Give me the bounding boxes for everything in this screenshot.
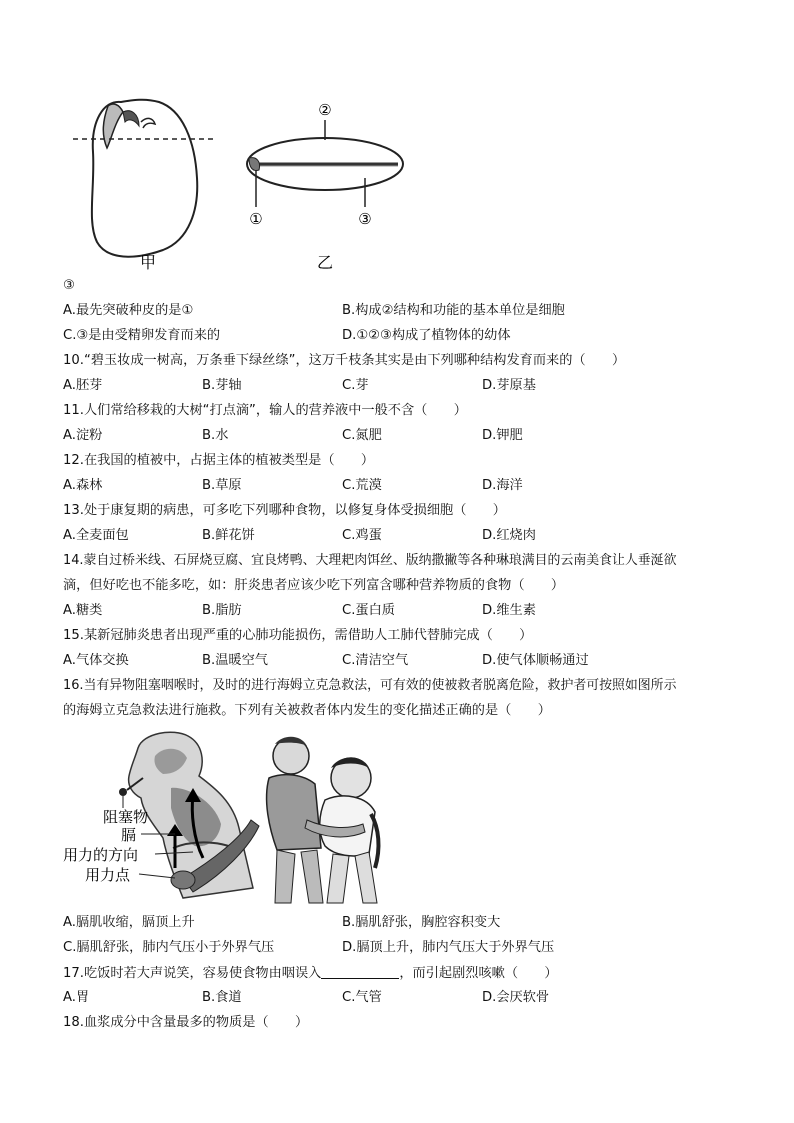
q15-stem: 15.某新冠肺炎患者出现严重的心肺功能损伤，需借助人工肺代替肺完成（ ） [63, 628, 533, 643]
q12-stem: 12.在我国的植被中，占据主体的植被类型是（ ） [63, 453, 375, 468]
q14-stem-line2: 滴，但好吃也不能多吃，如：肝炎患者应该少吃下列富含哪种营养物质的食物（ ） [63, 578, 565, 593]
q14-option-d: D.维生素 [482, 603, 536, 618]
q15-option-b: B.温暖空气 [202, 653, 268, 668]
q16-option-d: D.膈顶上升，肺内气压大于外界气压 [342, 940, 555, 955]
label-yi: 乙 [316, 253, 334, 272]
q15-option-a: A.气体交换 [63, 653, 129, 668]
q17-stem [63, 964, 558, 983]
q17-stem-after: ，而引起剧烈咳嗽（ ） [399, 966, 558, 981]
q17-option-c: C.气管 [342, 990, 382, 1005]
q11-stem: 11.人们常给移栽的大树“打点滴”，输人的营养液中一般不含（ ） [63, 403, 467, 418]
q17-stem-before: 17.吃饭时若大声说笑，容易使食物由咽误入 [63, 966, 322, 981]
q17-option-a: A.胃 [63, 990, 90, 1005]
q14-option-a: A.糖类 [63, 603, 103, 618]
label-force-point: 用力点 [85, 866, 131, 884]
q9-option-d: D.①②③构成了植物体的幼体 [342, 328, 511, 343]
mark-2: ② [318, 101, 332, 119]
q14-stem-line1: 14.蒙自过桥米线、石屏烧豆腐、宜良烤鸭、大理耙肉饵丝、版纳撒撇等各种琳琅满目的云南美食让人垂涎欲 [63, 553, 677, 568]
q10-stem: 10.“碧玉妆成一树高，万条垂下绿丝绦”，这万千枝条其实是由下列哪种结构发育而来的（ ） [63, 353, 626, 368]
q17-option-b: B.食道 [202, 990, 242, 1005]
q16-stem-line2: 的海姆立克急救法进行施救。下列有关被救者体内发生的变化描述正确的是（ ） [63, 703, 551, 718]
q9-option-a: A.最先突破种皮的是① [63, 303, 194, 318]
stray-mark: ③ [63, 278, 75, 293]
heimlich-figure [63, 728, 383, 906]
q17-answer-blank [321, 964, 399, 979]
q12-option-a: A.森林 [63, 478, 103, 493]
q11-option-b: B.水 [202, 428, 229, 443]
q15-option-c: C.清洁空气 [342, 653, 409, 668]
q16-option-a: A.膈肌收缩，膈顶上升 [63, 915, 195, 930]
q16-stem-line1: 16.当有异物阻塞咽喉时，及时的进行海姆立克急救法，可有效的使被救者脱离危险，救护者可按照如图所示 [63, 678, 677, 693]
q10-option-c: C.芽 [342, 378, 369, 393]
q17-option-d: D.会厌软骨 [482, 990, 550, 1005]
q9-option-c: C.③是由受精卵发育而来的 [63, 328, 221, 343]
q16-option-c: C.膈肌舒张，肺内气压小于外界气压 [63, 940, 275, 955]
mark-1: ① [249, 210, 263, 228]
q12-option-c: C.荒漠 [342, 478, 382, 493]
q13-option-d: D.红烧肉 [482, 528, 536, 543]
rescuer-illustration [267, 737, 379, 903]
q11-option-d: D.钾肥 [482, 428, 523, 443]
label-force-direction: 用力的方向 [63, 846, 139, 864]
mark-3: ③ [358, 210, 372, 228]
q14-option-b: B.脂肪 [202, 603, 242, 618]
q11-option-c: C.氮肥 [342, 428, 382, 443]
q10-option-d: D.芽原基 [482, 378, 536, 393]
q12-option-d: D.海洋 [482, 478, 523, 493]
q10-option-b: B.芽轴 [202, 378, 242, 393]
q13-option-c: C.鸡蛋 [342, 528, 382, 543]
label-blockage: 阻塞物 [103, 808, 149, 826]
q13-stem: 13.处于康复期的病患，可多吃下列哪种食物，以修复身体受损细胞（ ） [63, 503, 506, 518]
q16-option-b: B.膈肌舒张，胸腔容积变大 [342, 915, 501, 930]
q14-option-c: C.蛋白质 [342, 603, 395, 618]
q15-option-d: D.使气体顺畅通过 [482, 653, 589, 668]
q12-option-b: B.草原 [202, 478, 242, 493]
seed-figure [63, 92, 408, 272]
label-jia: 甲 [139, 253, 157, 272]
q11-option-a: A.淀粉 [63, 428, 103, 443]
q13-option-b: B.鲜花饼 [202, 528, 255, 543]
bean-seed-drawing [73, 100, 213, 272]
q13-option-a: A.全麦面包 [63, 528, 129, 543]
q18-stem: 18.血浆成分中含量最多的物质是（ ） [63, 1015, 309, 1030]
bud-drawing [247, 101, 403, 272]
q9-option-b: B.构成②结构和功能的基本单位是细胞 [342, 303, 565, 318]
label-diaphragm: 膈 [121, 826, 137, 844]
q10-option-a: A.胚芽 [63, 378, 103, 393]
